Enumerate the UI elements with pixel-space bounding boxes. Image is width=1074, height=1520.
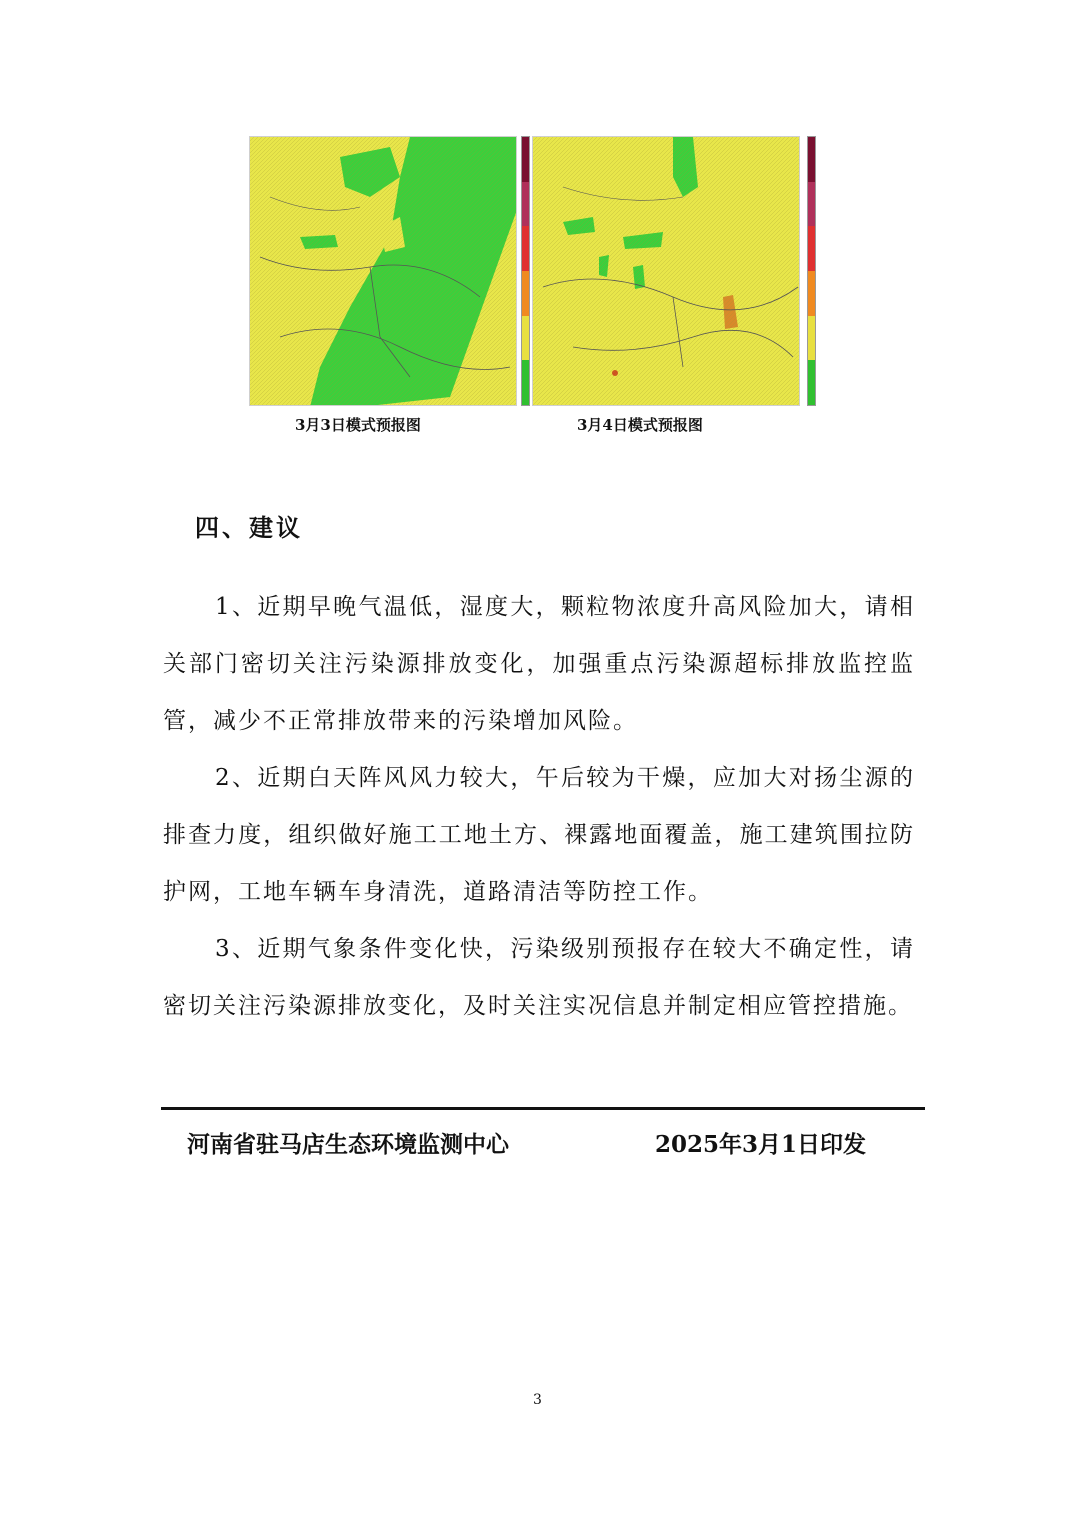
color-scale-bar <box>521 136 530 406</box>
forecast-map-march-4 <box>532 136 800 406</box>
color-scale-bar <box>807 136 816 406</box>
issuer-name: 河南省驻马店生态环境监测中心 <box>187 1131 509 1158</box>
paragraph: 2、近期白天阵风风力较大，午后较为干燥，应加大对扬尘源的排查力度，组织做好施工工地土方、裸露地面覆盖，施工建筑围拉防护网，工地车辆车身清洗，道路清洁等防控工作。 <box>163 765 915 905</box>
figure-caption: 3月3日模式预报图 <box>295 416 421 434</box>
issue-date: 2025年3月1日印发 <box>655 1131 867 1158</box>
section-heading: 四、建议 <box>195 513 303 542</box>
paragraph: 1、近期早晚气温低，湿度大，颗粒物浓度升高风险加大，请相关部门密切关注污染源排放变化，加强重点污染源超标排放监控监管，减少不正常排放带来的污染增加风险。 <box>163 594 915 734</box>
paragraph: 3、近期气象条件变化快，污染级别预报存在较大不确定性，请密切关注污染源排放变化，及时关注实况信息并制定相应管控措施。 <box>163 936 915 1019</box>
figure-caption: 3月4日模式预报图 <box>577 416 703 434</box>
forecast-map-march-3 <box>249 136 517 406</box>
footer-divider <box>161 1107 925 1110</box>
page-number: 3 <box>533 1392 542 1408</box>
